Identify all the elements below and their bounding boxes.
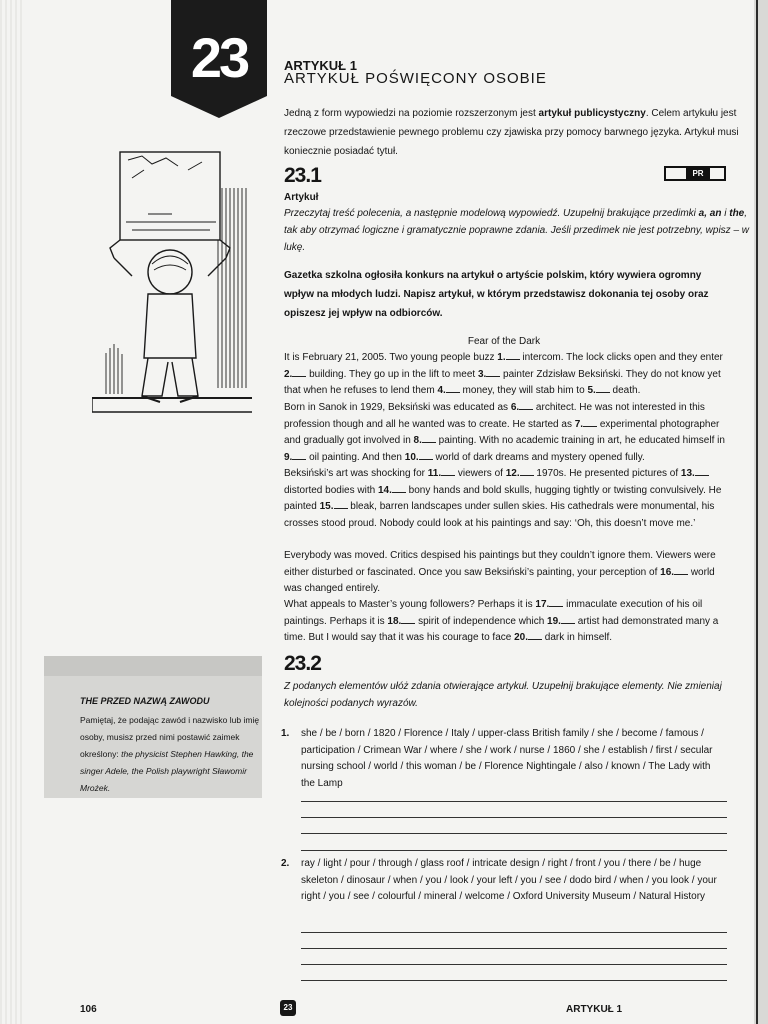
text: painting. With no academic training in art, he educated himself in: [435, 435, 725, 447]
gap-blank[interactable]: [528, 631, 542, 640]
gap-number: 9.: [284, 451, 293, 463]
gap-blank[interactable]: [486, 368, 500, 377]
scan-edge-left: [0, 0, 22, 1024]
gap-number: 7.: [574, 418, 584, 430]
text: It is February 21, 2005. Two young people buzz: [284, 352, 498, 363]
text: building. They go up in the lift to meet: [306, 368, 478, 380]
gap-blank[interactable]: [401, 615, 415, 624]
text: experimental photographer and gradually got involved in: [284, 418, 720, 447]
note-text: Pamiętaj, że podając zawód i nazwisko lub imię osoby, musisz przed nimi postawić zaimek określony:: [80, 715, 260, 759]
gap-blank[interactable]: [583, 418, 597, 427]
gap-blank[interactable]: [334, 500, 348, 509]
model-paragraph-4: [284, 548, 730, 598]
exercise-prompt: she / be / born / 1820 / Florence / Italy / upper-class British family / she / become / famous / participation / Crimean War / where / she / work / nurse / 1860 / she / establish / first / secular nursing school / world / this woman / be / Florence Nightingale / also / known / The Lady with the Lamp: [301, 728, 713, 789]
text: distorted bodies with: [284, 484, 378, 496]
gap-number: 14.: [377, 484, 392, 496]
answer-line[interactable]: [301, 801, 727, 802]
instr-part: , tak aby otrzymać logiczne i gramatycznie poprawne zdania. Jeśli przedimek nie jest potrzebny, wpisz – w lukę.: [284, 208, 750, 253]
text: 1970s. He presented pictures of: [533, 468, 681, 479]
gap-blank[interactable]: [441, 467, 455, 476]
pr-level-badge: [664, 166, 726, 181]
gap-blank[interactable]: [519, 401, 533, 410]
text: spirit of independence which: [415, 615, 548, 627]
text: intercom. The lock clicks open and they enter: [519, 352, 723, 363]
text: bleak, barren landscapes under sullen skies. His cathedrals were monumental, his crosses stood proud. Nobody could look at his paintings and say: ‘Oh, this doesn’t move me.’: [284, 501, 715, 529]
gap-number: 13.: [680, 468, 695, 479]
exercise-number: 2.: [281, 858, 290, 869]
instr-part: i: [721, 208, 730, 219]
model-text-title: Fear of the Dark: [467, 336, 541, 347]
gap-blank[interactable]: [674, 566, 688, 575]
text: dark in himself.: [542, 632, 613, 644]
note-body: [80, 712, 260, 797]
gap-number: 3.: [477, 368, 487, 380]
gap-number: 8.: [413, 435, 422, 447]
page-number: 106: [80, 1004, 97, 1015]
gap-number: 20.: [514, 632, 529, 644]
footer-running-title: ARTYKUŁ 1: [566, 1004, 623, 1015]
note-box-strip: [44, 656, 262, 676]
gap-blank[interactable]: [392, 484, 406, 493]
intro-text-2: . Celem artykułu jest rzeczowe przedstawienie pewnego problemu czy zjawiska przy pomocy barwnego języka. Artykuł musi koniecznie posiadać tytuł.: [284, 108, 739, 157]
gap-blank[interactable]: [506, 351, 520, 360]
footer-unit-badge: 23: [280, 1000, 296, 1016]
gap-number: 19.: [547, 615, 561, 627]
painter-illustration: [92, 148, 252, 416]
unit-subtitle: ARTYKUŁ POŚWIĘCONY OSOBIE: [284, 70, 547, 87]
text: world of dark dreams and mystery opened fully.: [432, 451, 645, 463]
gap-number: 16.: [660, 566, 675, 578]
gap-blank[interactable]: [422, 434, 436, 443]
answer-line[interactable]: [301, 932, 727, 933]
model-paragraph-1: [284, 350, 730, 400]
gap-number: 10.: [404, 451, 419, 463]
pr-badge-label: PR: [686, 168, 710, 179]
text: world was changed entirely.: [284, 566, 715, 595]
unit-number: 23: [190, 26, 248, 89]
task-prompt: Gazetka szkolna ogłosiła konkurs na artykuł o artyście polskim, który wywiera ogromny wpływ na młodych ludzi. Napisz artykuł, w którym przedstawisz dokonania tej osoby oraz opiszesz jej wpływ na odbiorców.: [284, 270, 709, 319]
intro-bold: artykuł publicystyczny: [538, 108, 646, 119]
answer-line[interactable]: [301, 948, 727, 949]
text: Beksiński’s art was shocking for: [284, 468, 428, 479]
gap-blank[interactable]: [292, 451, 306, 460]
gap-number: 5.: [587, 385, 596, 397]
answer-line[interactable]: [301, 964, 727, 965]
text: oil painting. And then: [306, 451, 405, 463]
section-number-23-2: 23.2: [284, 652, 321, 675]
answer-line[interactable]: [301, 833, 727, 834]
intro-text-1: Jedną z form wypowiedzi na poziomie rozszerzonym jest: [284, 108, 539, 119]
gap-blank[interactable]: [695, 467, 709, 476]
unit-number-tab: [171, 0, 267, 118]
text: Born in Sanok in 1929, Beksiński was educated as: [284, 402, 511, 413]
text: painter Zdzisław Beksiński. They do not know yet that when he refuses to lend them: [284, 368, 721, 397]
section1-instruction: [284, 205, 762, 256]
unit-title: ARTYKUŁ 1: [284, 58, 357, 73]
text: architect. He was not interested in this profession though and all he wanted was to create. He started as: [284, 402, 705, 430]
text: Everybody was moved. Critics despised his paintings but they couldn’t ignore them. Viewers were either disturbed or fascinated. Once you saw Beksiński’s painting, your perception of: [284, 550, 716, 578]
instr-part: Przeczytaj treść polecenia, a następnie modelową wypowiedź. Uzupełnij brakujące przedimki: [284, 208, 699, 219]
section2-instruction: Z podanych elementów ułóż zdania otwierające artykuł. Uzupełnij brakujące elementy. Nie zmieniaj kolejności podanych wyrazów.: [284, 681, 722, 709]
text: immaculate execution of his oil paintings. Perhaps it is: [284, 599, 703, 627]
gap-number: 15.: [319, 501, 334, 513]
gap-number: 6.: [510, 402, 520, 413]
intro-paragraph: [284, 104, 762, 161]
gap-blank[interactable]: [549, 598, 563, 607]
text: viewers of: [455, 468, 506, 479]
model-paragraph-5: [284, 597, 730, 647]
text: What appeals to Master’s young followers? Perhaps it is: [284, 599, 536, 610]
note-heading: THE PRZED NAZWĄ ZAWODU: [80, 696, 210, 706]
note-examples: the physicist Stephen Hawking, the singer Adele, the Polish playwright Sławomir Mrożek.: [80, 749, 254, 793]
gap-number: 11.: [427, 468, 442, 479]
section-number-23-1: 23.1: [284, 164, 321, 187]
section-heading-artykul: Artykuł: [284, 192, 319, 203]
gap-blank[interactable]: [419, 451, 433, 460]
gap-blank[interactable]: [446, 384, 460, 393]
text: artist had demonstrated many a time. But I would say that it was his courage to face: [284, 615, 719, 644]
exercise-number: 1.: [281, 728, 290, 739]
text: bony hands and bold skulls, hugging tightly or twisting convulsively. He painted: [284, 484, 722, 513]
gap-blank[interactable]: [292, 368, 306, 377]
instr-bold: the: [729, 208, 745, 219]
gap-blank[interactable]: [520, 467, 534, 476]
gap-blank[interactable]: [561, 615, 575, 624]
exercise-prompt: ray / light / pour / through / glass roof / intricate design / right / front / you / there / be / huge skeleton / dinosaur / when / you / look / your left / you / see / dodo bird / when / you look / your right / you / see / colourful / mineral / welcome / Oxford University Museum / Natural History: [301, 858, 717, 902]
instr-bold: a, an: [698, 208, 722, 219]
model-paragraph-2: [284, 400, 730, 466]
gap-number: 2.: [284, 368, 293, 380]
answer-line[interactable]: [301, 980, 727, 981]
text: death.: [609, 385, 641, 397]
text: money, they will stab him to: [459, 385, 588, 397]
answer-line[interactable]: [301, 850, 727, 851]
gap-blank[interactable]: [596, 384, 610, 393]
gap-number: 4.: [437, 385, 446, 397]
gap-number: 12.: [505, 468, 520, 479]
gap-number: 18.: [387, 615, 402, 627]
gap-number: 17.: [535, 599, 550, 610]
answer-line[interactable]: [301, 817, 727, 818]
gap-number: 1.: [497, 352, 506, 363]
model-paragraph-3: [284, 466, 730, 532]
